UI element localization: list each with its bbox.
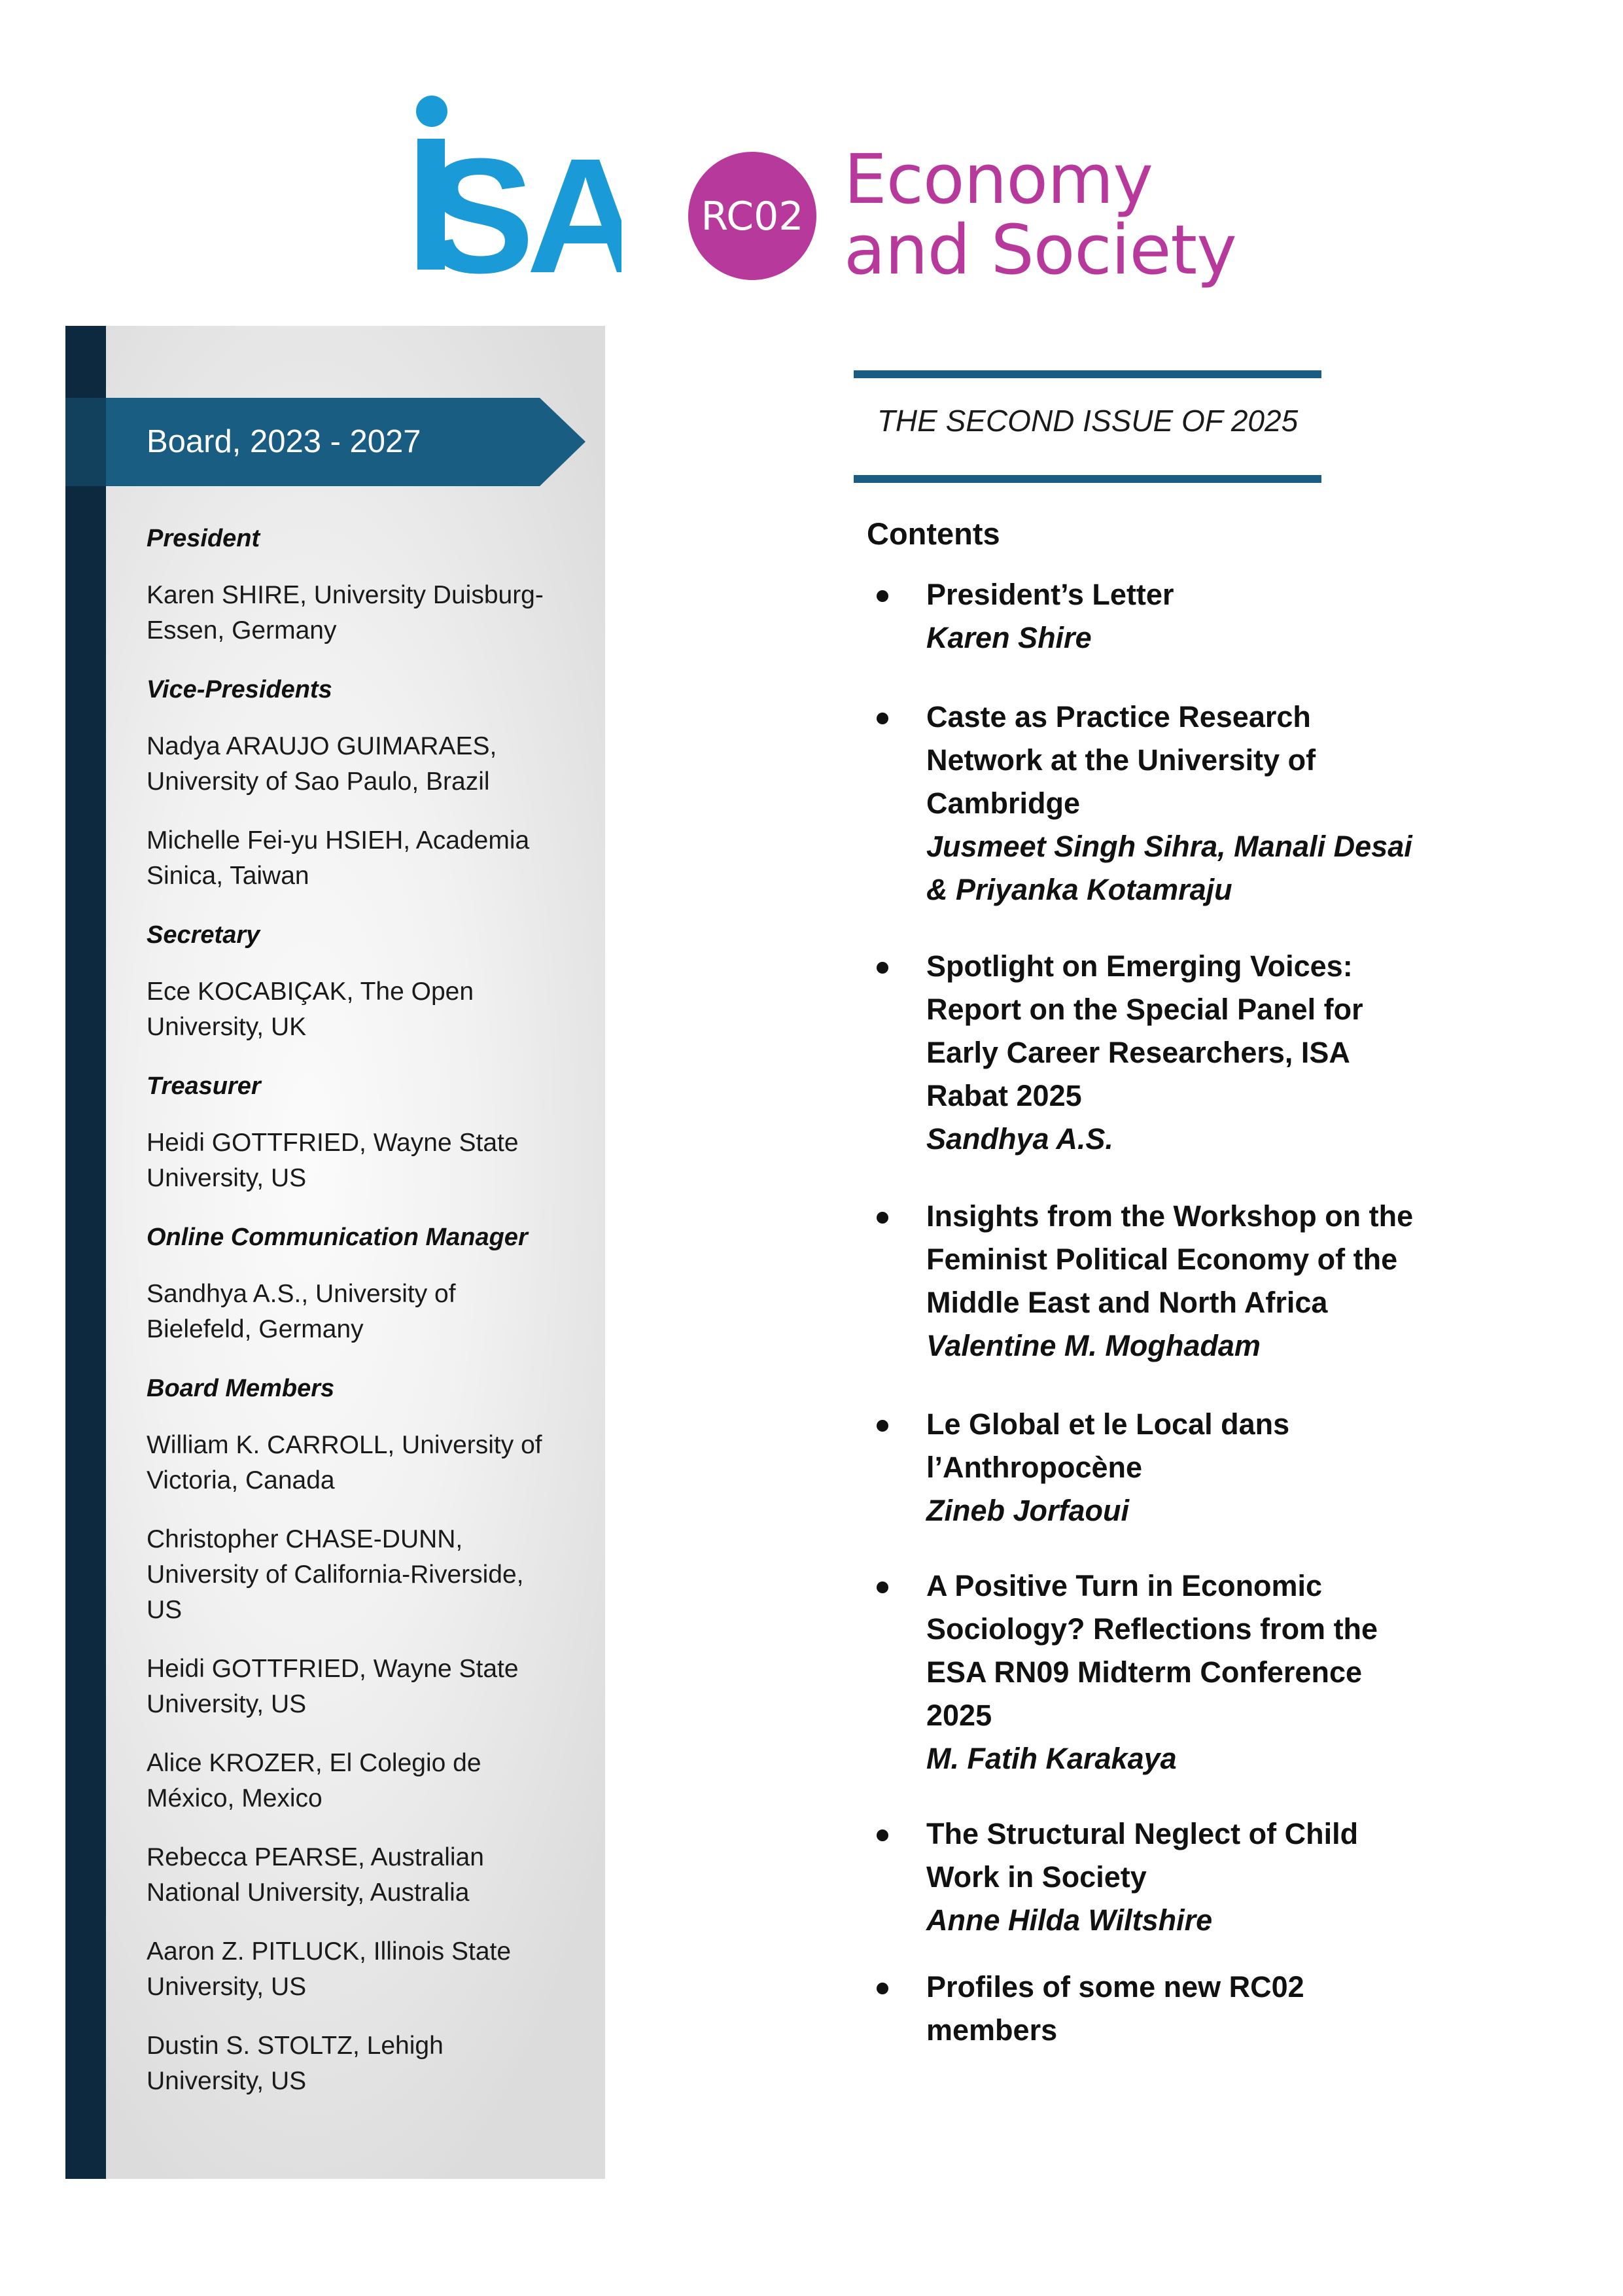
board-member: Aaron Z. PITLUCK, Illinois State University, US	[147, 1937, 512, 2001]
article-author: Zineb Jorfaoui	[926, 1494, 1130, 1527]
contents-item-text	[926, 1564, 1476, 1780]
board-roles-list	[147, 521, 565, 2123]
article-title: The Structural Neglect of Child Work in Society	[926, 1817, 1359, 1894]
article-title: A Positive Turn in Economic Sociology? Reflections from the ESA RN09 Midterm Conference 2025	[926, 1569, 1378, 1732]
rc02-badge-logo	[687, 150, 818, 281]
role-title: Online Communication Manager	[147, 1224, 528, 1251]
article-title: Insights from the Workshop on the Feminist Political Economy of the Middle East and North Africa	[926, 1199, 1414, 1319]
contents-item-text	[926, 573, 1476, 660]
board-member: William K. CARROLL, University of Victoria, Canada	[147, 1431, 542, 1494]
article-title: President’s Letter	[926, 578, 1174, 611]
bullet-icon	[877, 590, 888, 602]
board-member: Heidi GOTTFRIED, Wayne State University, US	[147, 1129, 519, 1192]
role-title: Vice-Presidents	[147, 676, 332, 703]
board-member: Ece KOCABIÇAK, The Open University, UK	[147, 978, 474, 1041]
contents-item-text	[926, 1195, 1476, 1368]
article-author: Sandhya A.S.	[926, 1122, 1113, 1156]
article-title: Profiles of some new RC02 members	[926, 1970, 1304, 2047]
bullet-icon	[877, 1983, 888, 1994]
isa-logo	[412, 92, 621, 294]
bullet-icon	[877, 1829, 888, 1841]
board-member: Alice KROZER, El Colegio de México, Mexico	[147, 1749, 481, 1812]
bullet-icon	[877, 1212, 888, 1224]
board-member: Rebecca PEARSE, Australian National University, Australia	[147, 1843, 484, 1907]
svg-text:SA: SA	[425, 124, 621, 294]
bullet-icon	[877, 713, 888, 724]
issue-title: THE SECOND ISSUE OF 2025	[877, 404, 1299, 438]
article-author: Karen Shire	[926, 621, 1092, 654]
board-banner-label: Board, 2023 - 2027	[147, 424, 421, 459]
article-author: M. Fatih Karakaya	[926, 1742, 1177, 1775]
contents-item-text	[926, 1966, 1476, 2052]
article-title: Caste as Practice Research Network at the University of Cambridge	[926, 700, 1316, 820]
board-member: Sandhya A.S., University of Bielefeld, Germany	[147, 1280, 456, 1343]
role-title: Treasurer	[147, 1072, 261, 1100]
board-member: Karen SHIRE, University Duisburg-Essen, Germany	[147, 581, 544, 645]
article-title: Le Global et le Local dans l’Anthropocène	[926, 1407, 1290, 1484]
article-author: Valentine M. Moghadam	[926, 1329, 1261, 1362]
article-title: Spotlight on Emerging Voices: Report on the Special Panel for Early Career Researchers, ISA Rabat 2025	[926, 949, 1363, 1112]
board-member: Michelle Fei-yu HSIEH, Academia Sinica, Taiwan	[147, 826, 530, 890]
issue-rule-top	[854, 370, 1321, 378]
contents-item-text	[926, 1812, 1476, 1942]
role-title: President	[147, 525, 260, 552]
rc02-title-line2: and Society	[844, 210, 1236, 290]
article-author: Jusmeet Singh Sihra, Manali Desai & Priyanka Kotamraju	[926, 830, 1412, 906]
article-author: Anne Hilda Wiltshire	[926, 1903, 1213, 1937]
rc02-title-line1: Economy	[844, 139, 1153, 219]
board-member: Dustin S. STOLTZ, Lehigh University, US	[147, 2032, 444, 2095]
bullet-icon	[877, 962, 888, 974]
contents-item-text	[926, 945, 1476, 1161]
contents-heading: Contents	[867, 516, 1000, 551]
contents-item-text	[926, 1403, 1476, 1532]
role-title: Secretary	[147, 921, 260, 949]
board-member: Nadya ARAUJO GUIMARAES, University of Sao Paulo, Brazil	[147, 732, 497, 796]
contents-item-text	[926, 696, 1476, 911]
bullet-icon	[877, 1420, 888, 1432]
sidebar-stripe	[65, 326, 106, 2179]
rc02-title	[844, 139, 1236, 290]
board-member: Christopher CHASE-DUNN, University of California-Riverside, US	[147, 1525, 524, 1624]
bullet-icon	[877, 1581, 888, 1593]
svg-text:RC02: RC02	[701, 194, 804, 239]
role-title: Board Members	[147, 1375, 335, 1402]
issue-rule-bottom	[854, 475, 1321, 483]
board-member: Heidi GOTTFRIED, Wayne State University, US	[147, 1655, 519, 1718]
